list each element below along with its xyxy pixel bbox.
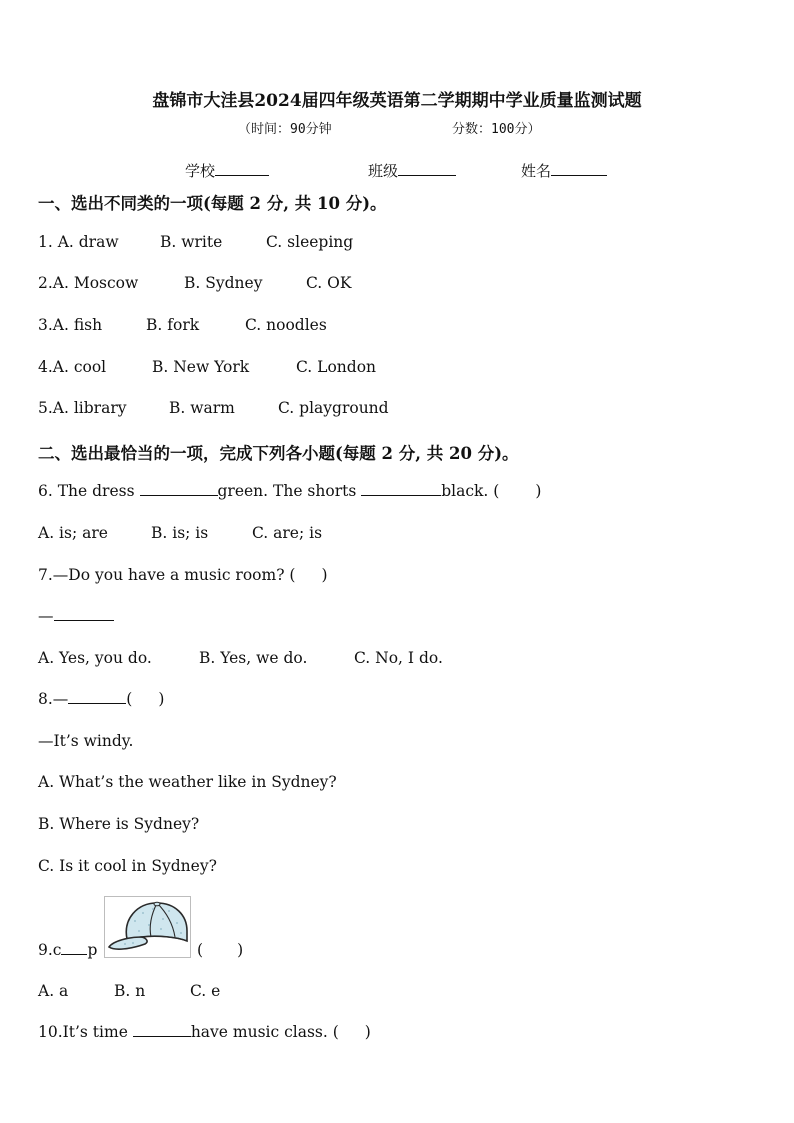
q10-text-2: have music class. ( [190, 1023, 339, 1041]
q8-reply: —It’s windy. [38, 732, 134, 750]
q7-option-a[interactable]: A. Yes, you do. [38, 649, 152, 667]
q2-option-c[interactable]: C. OK [306, 274, 352, 292]
q4-option-b[interactable]: B. New York [152, 358, 250, 376]
q9-option-a[interactable]: A. a [38, 982, 69, 1000]
q5-option-b[interactable]: B. warm [169, 399, 235, 417]
q5-option-a[interactable]: 5.A. library [38, 399, 127, 417]
section-1-heading: 一、选出不同类的一项(每题 2 分, 共 10 分)。 [38, 194, 387, 213]
class-field [368, 160, 456, 181]
q3-option-a[interactable]: 3.A. fish [38, 316, 103, 334]
q6-option-c[interactable]: C. are; is [252, 524, 323, 542]
q9-close-paren: ) [237, 941, 244, 959]
q2-option-a[interactable]: 2.A. Moscow [38, 274, 139, 292]
q3-option-c[interactable]: C. noodles [245, 316, 327, 334]
page-title: 盘锦市大洼县2024届四年级英语第二学期期中学业质量监测试题 [152, 91, 642, 111]
name-field [521, 160, 607, 181]
q7-blank[interactable] [54, 619, 114, 621]
q9-suffix: p [87, 941, 98, 959]
q7-answer-prefix: — [38, 607, 54, 625]
school-blank[interactable] [215, 174, 269, 176]
q4-option-a[interactable]: 4.A. cool [38, 358, 107, 376]
q8-option-b[interactable]: B. Where is Sydney? [38, 815, 200, 833]
q6-close-paren: ) [535, 482, 542, 500]
q8-close-paren: ) [158, 690, 165, 708]
q6-option-b[interactable]: B. is; is [151, 524, 209, 542]
q9-blank[interactable] [61, 953, 87, 955]
name-blank[interactable] [551, 174, 607, 176]
name-label: 姓名 [521, 162, 552, 180]
q6-option-a[interactable]: A. is; are [38, 524, 108, 542]
exam-score: 分数：100分） [452, 122, 541, 137]
q10-text-1: 10.It’s time [38, 1023, 128, 1041]
q9-prefix: 9.c [38, 941, 62, 959]
school-field [185, 160, 269, 181]
q7-option-c[interactable]: C. No, I do. [354, 649, 443, 667]
q8-blank[interactable] [68, 702, 126, 704]
class-blank[interactable] [398, 174, 456, 176]
cap-icon [105, 897, 190, 957]
question-6 [38, 482, 541, 500]
question-10 [38, 1023, 371, 1041]
q1-option-a[interactable]: 1. A. draw [38, 233, 119, 251]
q6-text-2: green. The shorts [217, 482, 357, 500]
question-9 [38, 941, 97, 959]
q2-option-b[interactable]: B. Sydney [184, 274, 263, 292]
q7-answer-line [38, 607, 114, 625]
cap-picture [104, 896, 191, 958]
q1-option-c[interactable]: C. sleeping [266, 233, 354, 251]
q8-prefix: 8.— [38, 690, 69, 708]
q6-blank-2[interactable] [361, 494, 441, 496]
q6-blank-1[interactable] [140, 494, 218, 496]
q10-close-paren: ) [364, 1023, 371, 1041]
question-8 [38, 690, 164, 708]
school-label: 学校 [185, 162, 216, 180]
q9-option-b[interactable]: B. n [114, 982, 146, 1000]
q7-option-b[interactable]: B. Yes, we do. [199, 649, 308, 667]
q4-option-c[interactable]: C. London [296, 358, 377, 376]
question-7 [38, 566, 328, 584]
q8-open-paren: ( [126, 690, 133, 708]
q6-text-1: 6. The dress [38, 482, 135, 500]
exam-time: （时间：90分钟 [238, 122, 332, 137]
q8-option-c[interactable]: C. Is it cool in Sydney? [38, 857, 217, 875]
q9-open-paren: ( [197, 941, 204, 959]
q1-option-b[interactable]: B. write [160, 233, 223, 251]
class-label: 班级 [368, 162, 399, 180]
q9-paren [197, 941, 243, 959]
q3-option-b[interactable]: B. fork [146, 316, 200, 334]
q8-option-a[interactable]: A. What’s the weather like in Sydney? [38, 773, 337, 791]
q7-close-paren: ) [321, 566, 328, 584]
q5-option-c[interactable]: C. playground [278, 399, 389, 417]
q9-option-c[interactable]: C. e [190, 982, 221, 1000]
section-2-heading: 二、选出最恰当的一项，完成下列各小题(每题 2 分, 共 20 分)。 [38, 444, 519, 463]
q10-blank[interactable] [133, 1035, 191, 1037]
q6-text-3: black. ( [441, 482, 500, 500]
q7-text: 7.—Do you have a music room? ( [38, 566, 296, 584]
